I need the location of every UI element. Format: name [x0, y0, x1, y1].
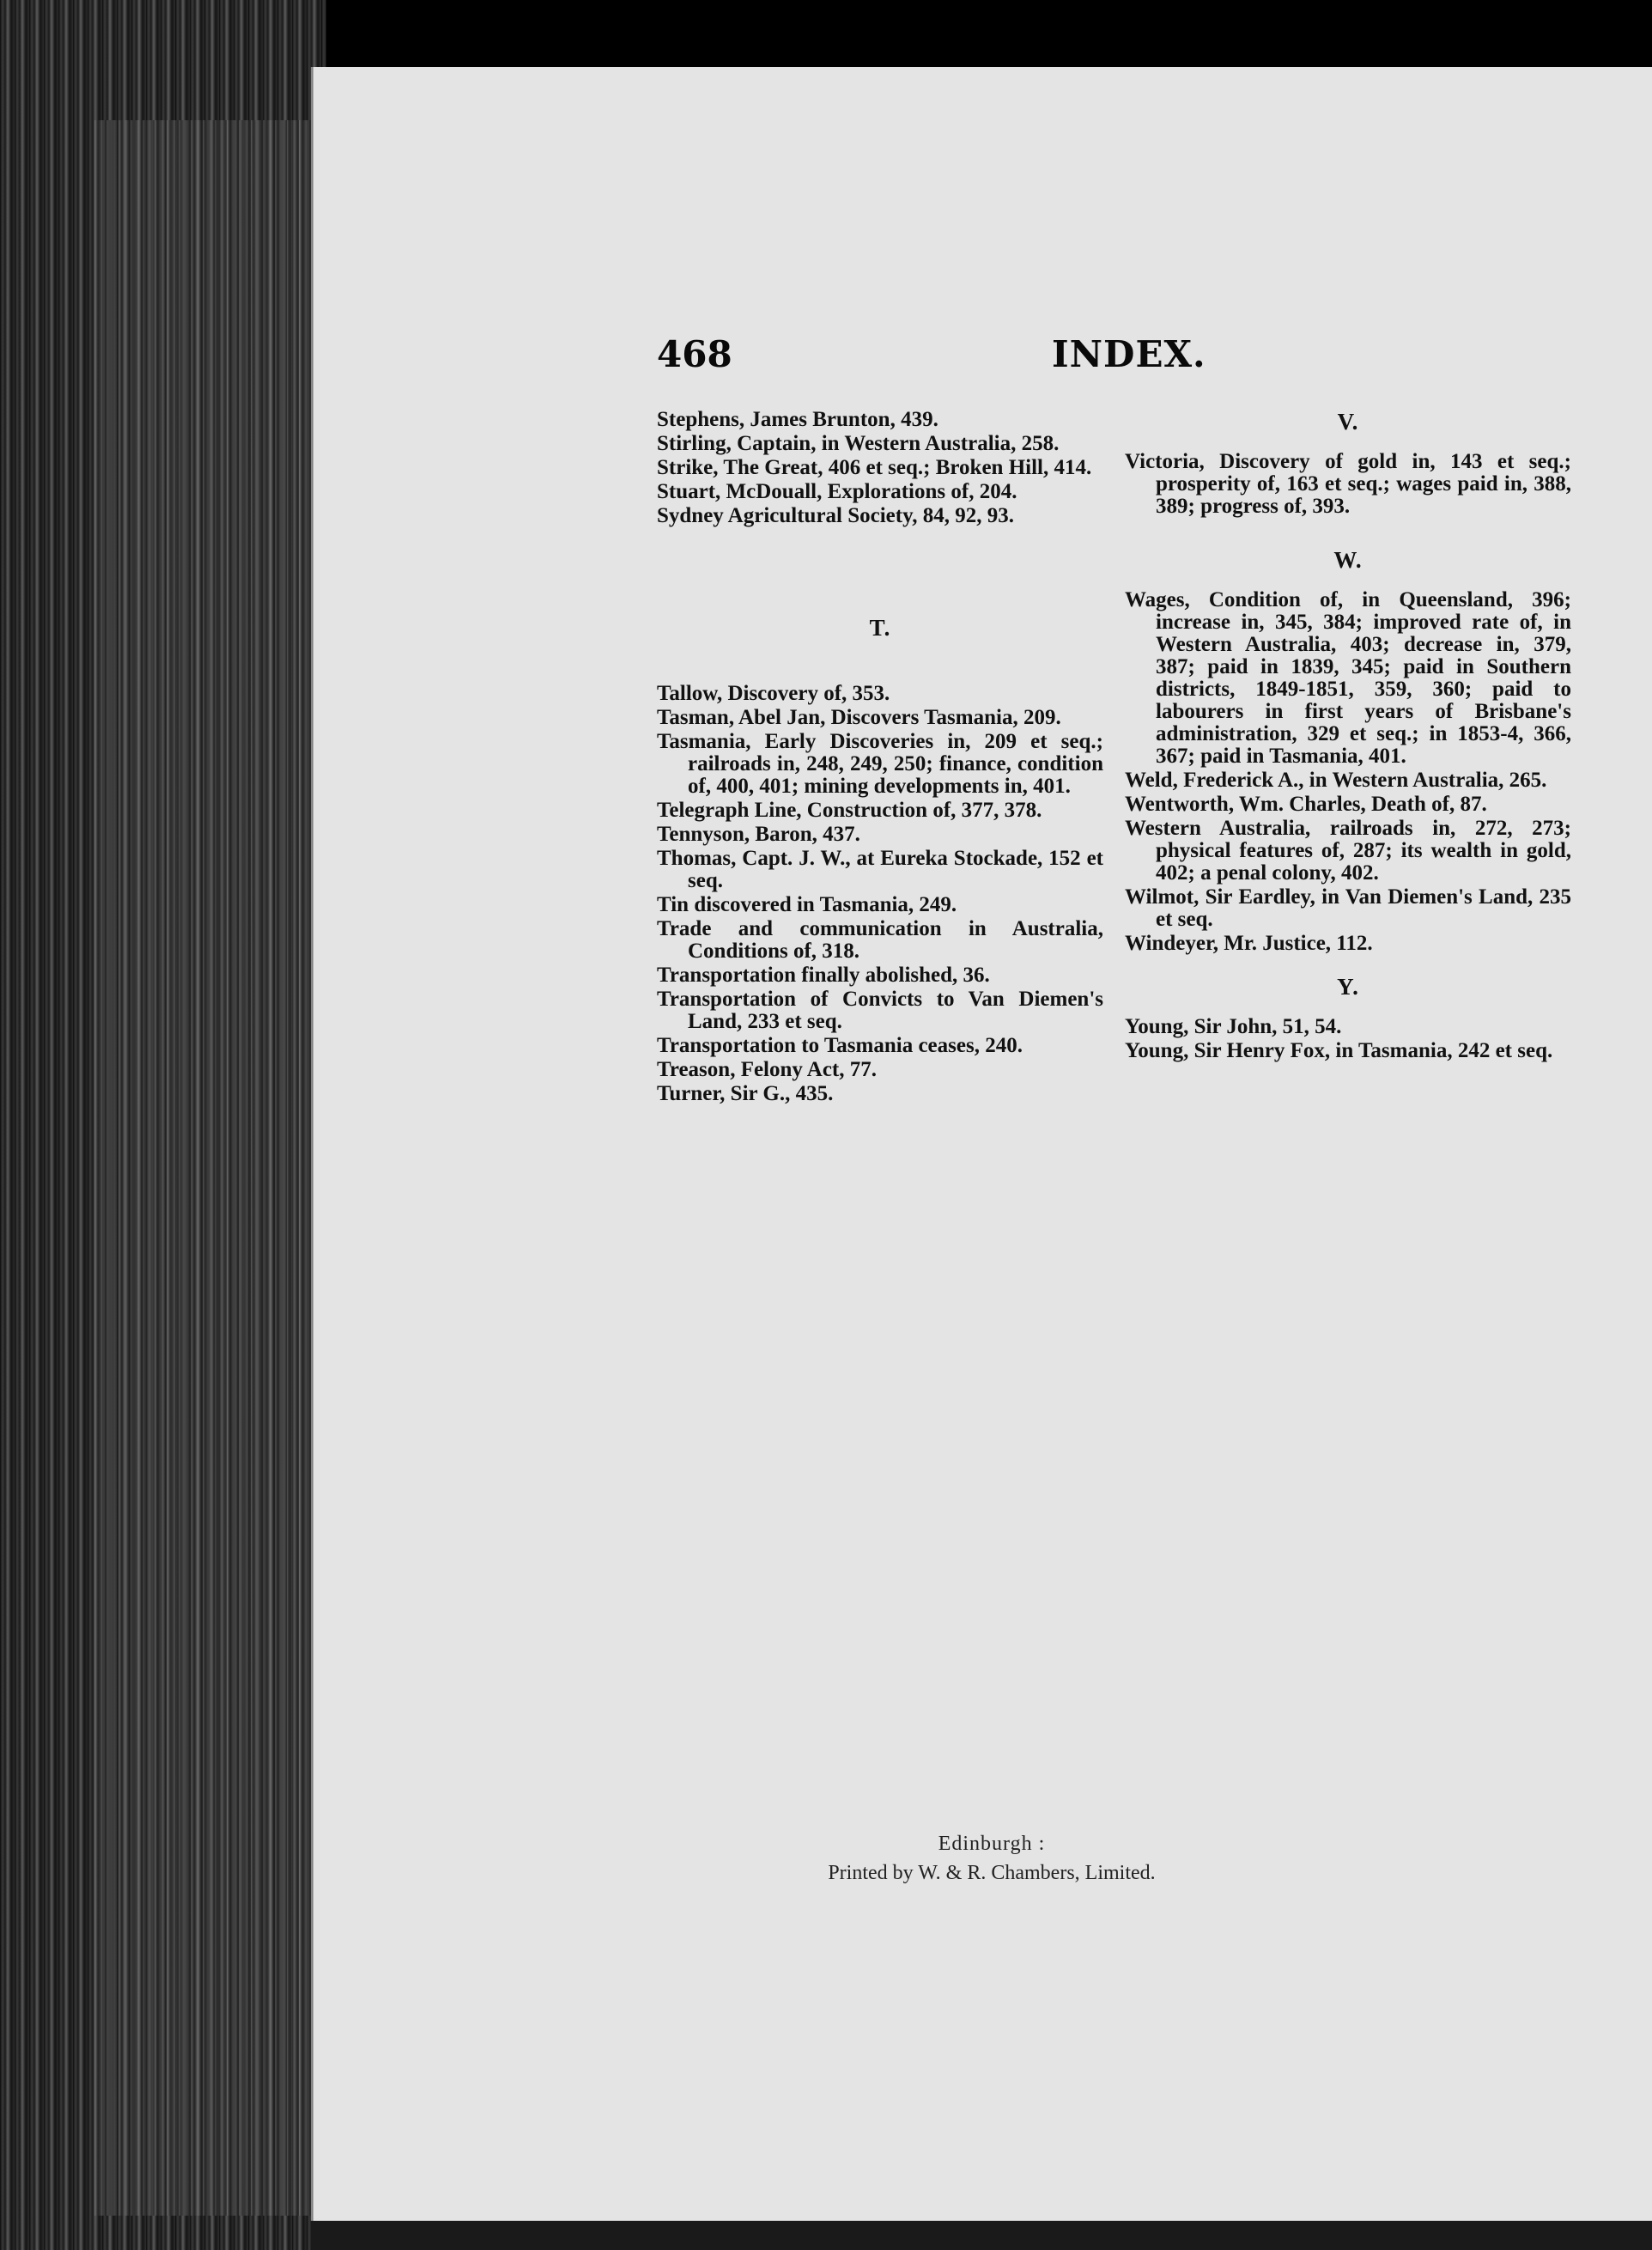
- printer-imprint: [313, 1829, 1652, 1888]
- index-entry: Tin discovered in Tasmania, 249.: [657, 893, 957, 916]
- index-entry: Transportation to Tasmania ceases, 240.: [657, 1034, 1023, 1057]
- index-entry: Stephens, James Brunton, 439.: [657, 408, 938, 431]
- index-entry: Young, Sir John, 51, 54.: [1125, 1015, 1342, 1038]
- index-entry: Strike, The Great, 406 et seq.; Broken Hill, 414.: [657, 456, 1092, 479]
- index-entry: Tennyson, Baron, 437.: [657, 823, 860, 846]
- section-heading-w: W.: [1333, 547, 1363, 573]
- index-entry: Weld, Frederick A., in Western Australia, 265.: [1125, 769, 1547, 792]
- index-entry: Tasmania, Early Discoveries in, 209 et seq.; railroads in, 248, 249, 250; finance, condition of, 400, 401; mining developments in, 401.: [657, 730, 1103, 798]
- index-entry: Transportation of Convicts to Van Diemen's Land, 233 et seq.: [657, 988, 1103, 1033]
- index-entry: Wages, Condition of, in Queensland, 396; increase in, 345, 384; improved rate of, in Western Australia, 403; decrease in, 379, 387; paid in 1839, 345; paid in Southern districts, 1849-1851, 359, 360; paid to labourers in first years of Brisbane's administration, 329 et seq.; in 1853-4, 366, 367; paid in Tasmania, 401.: [1125, 588, 1571, 768]
- index-entry: Tasman, Abel Jan, Discovers Tasmania, 209.: [657, 706, 1061, 729]
- section-heading-v: V.: [1337, 409, 1359, 435]
- index-entry: Young, Sir Henry Fox, in Tasmania, 242 et seq.: [1125, 1039, 1553, 1062]
- page-title: INDEX.: [1052, 333, 1206, 375]
- book-edge-bottom: [311, 2221, 1652, 2250]
- left-column: [657, 409, 1103, 1107]
- index-entry: Treason, Felony Act, 77.: [657, 1058, 878, 1081]
- index-entry: Victoria, Discovery of gold in, 143 et seq.; prosperity of, 163 et seq.; wages paid in, 388, 389; progress of, 393.: [1125, 450, 1571, 518]
- index-entry: Telegraph Line, Construction of, 377, 378.: [657, 799, 1042, 822]
- index-entry: Western Australia, railroads in, 272, 273; physical features of, 287; its wealth in gold, 402; a penal colony, 402.: [1125, 817, 1571, 885]
- index-entry: Thomas, Capt. J. W., at Eureka Stockade, 152 et seq.: [657, 847, 1103, 892]
- index-entry: Wentworth, Wm. Charles, Death of, 87.: [1125, 793, 1487, 816]
- imprint-place: Edinburgh :: [938, 1833, 1046, 1855]
- index-entry: Windeyer, Mr. Justice, 112.: [1125, 932, 1373, 955]
- page-number: 468: [657, 333, 732, 375]
- right-column: [1125, 409, 1571, 1064]
- index-entry: Turner, Sir G., 435.: [657, 1082, 834, 1105]
- section-heading-y: Y.: [1337, 974, 1359, 1000]
- page-header: [657, 333, 1567, 385]
- index-entry: Trade and communication in Australia, Conditions of, 318.: [657, 917, 1103, 963]
- book-edge-left: [0, 0, 326, 2250]
- index-entry: Transportation finally abolished, 36.: [657, 964, 990, 987]
- index-page: [311, 67, 1652, 2221]
- section-heading-t: T.: [869, 615, 891, 641]
- index-entry: Stirling, Captain, in Western Australia, 258.: [657, 432, 1060, 455]
- index-entry: Stuart, McDouall, Explorations of, 204.: [657, 480, 1017, 503]
- index-entry: Tallow, Discovery of, 353.: [657, 682, 890, 705]
- imprint-printer: Printed by W. & R. Chambers, Limited.: [828, 1862, 1156, 1884]
- index-entry: Wilmot, Sir Eardley, in Van Diemen's Land, 235 et seq.: [1125, 885, 1571, 931]
- index-entry: Sydney Agricultural Society, 84, 92, 93.: [657, 504, 1014, 527]
